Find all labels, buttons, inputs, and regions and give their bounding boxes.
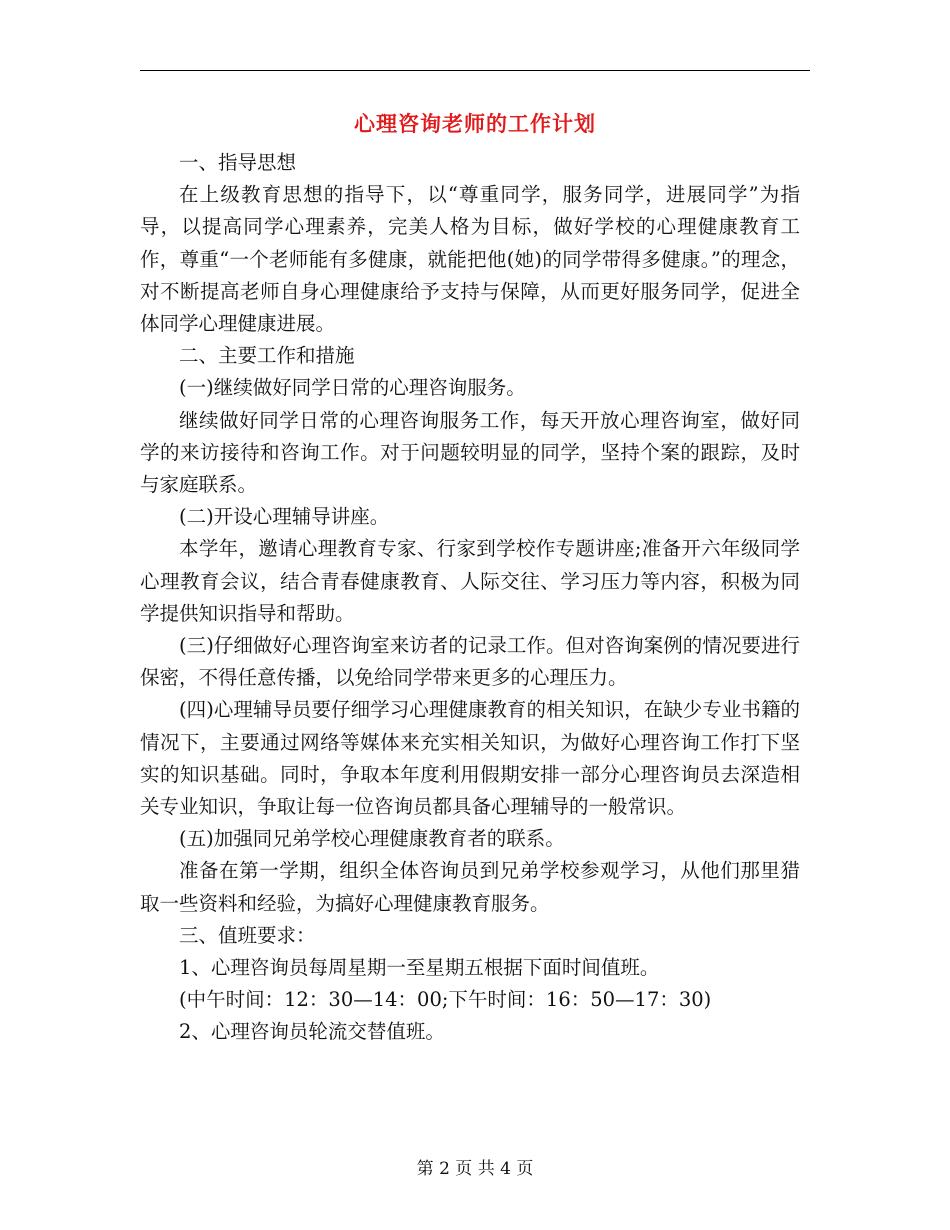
list-item: 1、心理咨询员每周星期一至星期五根据下面时间值班。 [179, 956, 660, 980]
heading-guiding-thought: 一、指导思想 [179, 151, 297, 174]
list-item: 2、心理咨询员轮流交替值班。 [179, 1020, 445, 1044]
list-item: (中午时间：12：30—14：00;下午时间：16：50—17：30) [179, 988, 712, 1012]
subheading: (一)继续做好同学日常的心理咨询服务。 [179, 376, 526, 400]
document-title: 心理咨询老师的工作计划 [354, 111, 596, 136]
paragraph: 在上级教育思想的指导下，以“尊重同学，服务同学，进展同学”为指导，以提高同学心理素养，完美人格为目标，做好学校的心理健康教育工作，尊重“一个老师能有多健康，就能把他(她)的同学带得多健康。”的理念，对不断提高老师自身心理健康给予支持与保障，从而更好服务同学，促进全体同学心理健康进展。 [140, 183, 800, 336]
paragraph: 本学年，邀请心理教育专家、行家到学校作专题讲座;准备开六年级同学心理教育会议，结合青春健康教育、人际交往、学习压力等内容，积极为同学提供知识指导和帮助。 [140, 537, 800, 625]
document-body [140, 147, 800, 1049]
heading-main-work: 二、主要工作和措施 [179, 344, 355, 368]
paragraph: (三)仔细做好心理咨询室来访者的记录工作。但对咨询案例的情况要进行保密，不得任意传播，以免给同学带来更多的心理压力。 [140, 634, 800, 690]
subheading: (二)开设心理辅导讲座。 [179, 505, 390, 529]
heading-duty-requirements: 三、值班要求： [179, 923, 316, 947]
paragraph: 继续做好同学日常的心理咨询服务工作，每天开放心理咨询室，做好同学的来访接待和咨询工作。对于问题较明显的同学，坚持个案的跟踪，及时与家庭联系。 [140, 408, 800, 497]
paragraph: 准备在第一学期，组织全体咨询员到兄弟学校参观学习，从他们那里猎取一些资料和经验，为搞好心理健康教育服务。 [140, 859, 800, 915]
paragraph: (四)心理辅导员要仔细学习心理健康教育的相关知识，在缺少专业书籍的情况下，主要通过网络等媒体来充实相关知识，为做好心理咨询工作打下坚实的知识基础。同时，争取本年度利用假期安排一部分心理咨询员去深造相关专业知识，争取让每一位咨询员都具备心理辅导的一般常识。 [140, 698, 800, 819]
header-rule [140, 70, 810, 71]
page-number-footer: 第 2 页 共 4 页 [416, 1159, 534, 1179]
subheading: (五)加强同兄弟学校心理健康教育者的联系。 [179, 827, 565, 851]
